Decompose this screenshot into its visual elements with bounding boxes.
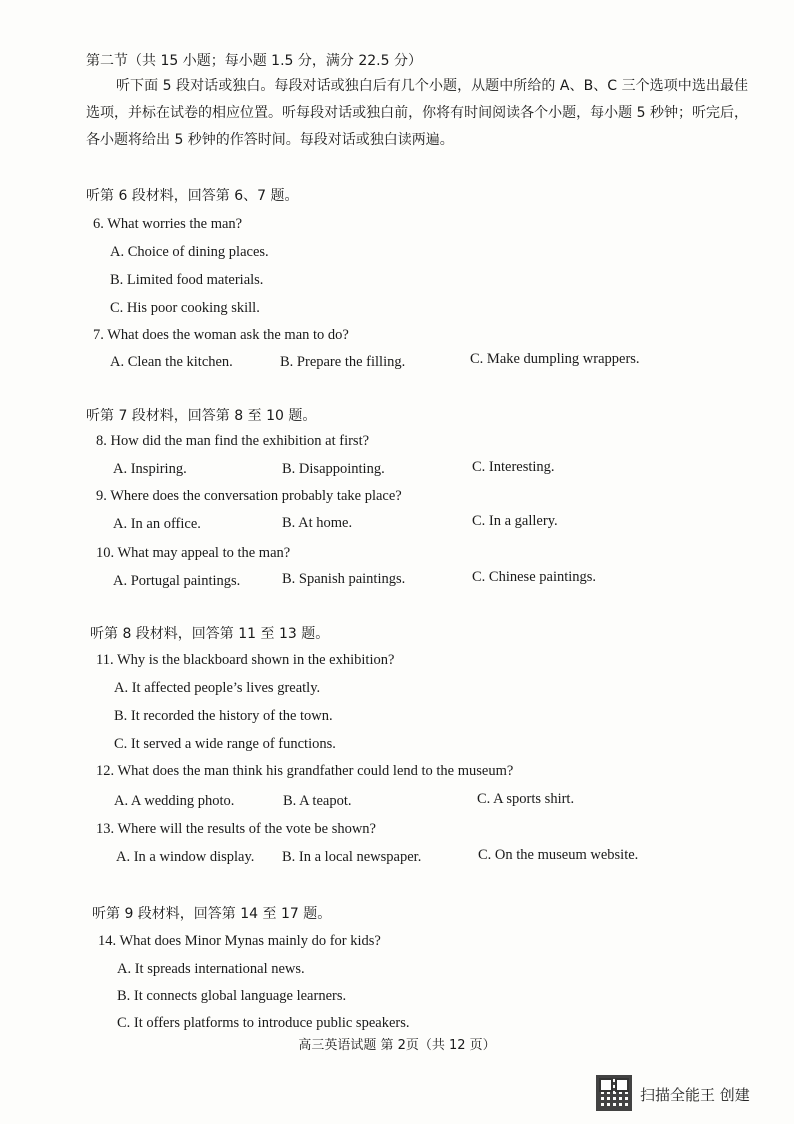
option-c: C. In a gallery. [472,513,558,529]
option-a: A. It spreads international news. [117,961,305,977]
option-a: A. It affected people’s lives greatly. [114,680,321,696]
group-header: 听第 7 段材料，回答第 8 至 10 题。 [86,408,317,424]
option-b: B. Prepare the filling. [280,354,406,370]
group-header: 听第 6 段材料，回答第 6、7 题。 [86,188,299,204]
question-stem: 11. Why is the blackboard shown in the exhibition? [96,652,395,668]
option-c: C. It offers platforms to introduce public speakers. [117,1015,410,1031]
option-c: C. A sports shirt. [477,791,575,807]
scanner-watermark: 扫描全能王 创建 [640,1086,750,1104]
question-stem: 9. Where does the conversation probably take place? [96,488,402,504]
section-title: 第二节（共 15 小题；每小题 1.5 分，满分 22.5 分） [86,53,422,69]
option-a: A. Portugal paintings. [113,573,241,589]
question-stem: 10. What may appeal to the man? [96,545,291,561]
option-b: B. Spanish paintings. [282,571,406,587]
question-stem: 7. What does the woman ask the man to do? [93,327,349,343]
option-a: A. Clean the kitchen. [110,354,233,370]
section-instructions: 听下面 5 段对话或独白。每段对话或独白后有几个小题，从题中所给的 A、B、C 三个选项中选出最佳选项，并标在试卷的相应位置。听每段对话或独白前，你将有时间阅读各个小题，每小题 5 秒钟；听完后，各小题将给出 5 秒钟的作答时间。每段对话或独白读两遍。 [86,78,748,148]
option-c: C. His poor cooking skill. [110,300,260,316]
option-c: C. Chinese paintings. [472,569,597,585]
option-c: C. It served a wide range of functions. [114,736,336,752]
option-c: C. On the museum website. [478,847,639,863]
question-stem: 14. What does Minor Mynas mainly do for kids? [98,933,381,949]
option-b: B. It connects global language learners. [117,988,347,1004]
qr-code-icon [596,1075,632,1111]
option-b: B. In a local newspaper. [282,849,422,865]
question-stem: 13. Where will the results of the vote be shown? [96,821,376,837]
option-a: A. Inspiring. [113,461,187,477]
option-a: A. In an office. [113,516,201,532]
group-header: 听第 8 段材料，回答第 11 至 13 题。 [90,626,330,642]
question-stem: 8. How did the man find the exhibition at first? [96,433,370,449]
question-stem: 12. What does the man think his grandfather could lend to the museum? [96,763,514,779]
option-c: C. Interesting. [472,459,555,475]
option-c: C. Make dumpling wrappers. [470,351,640,367]
option-b: B. Limited food materials. [110,272,264,288]
group-header: 听第 9 段材料，回答第 14 至 17 题。 [92,906,332,922]
option-a: A. A wedding photo. [114,793,235,809]
option-b: B. It recorded the history of the town. [114,708,333,724]
question-stem: 6. What worries the man? [93,216,243,232]
page-footer: 高三英语试题 第 2页（共 12 页） [298,1038,496,1053]
option-a: A. In a window display. [116,849,255,865]
option-b: B. Disappointing. [282,461,385,477]
option-b: B. A teapot. [283,793,352,809]
option-b: B. At home. [282,515,353,531]
option-a: A. Choice of dining places. [110,244,269,260]
